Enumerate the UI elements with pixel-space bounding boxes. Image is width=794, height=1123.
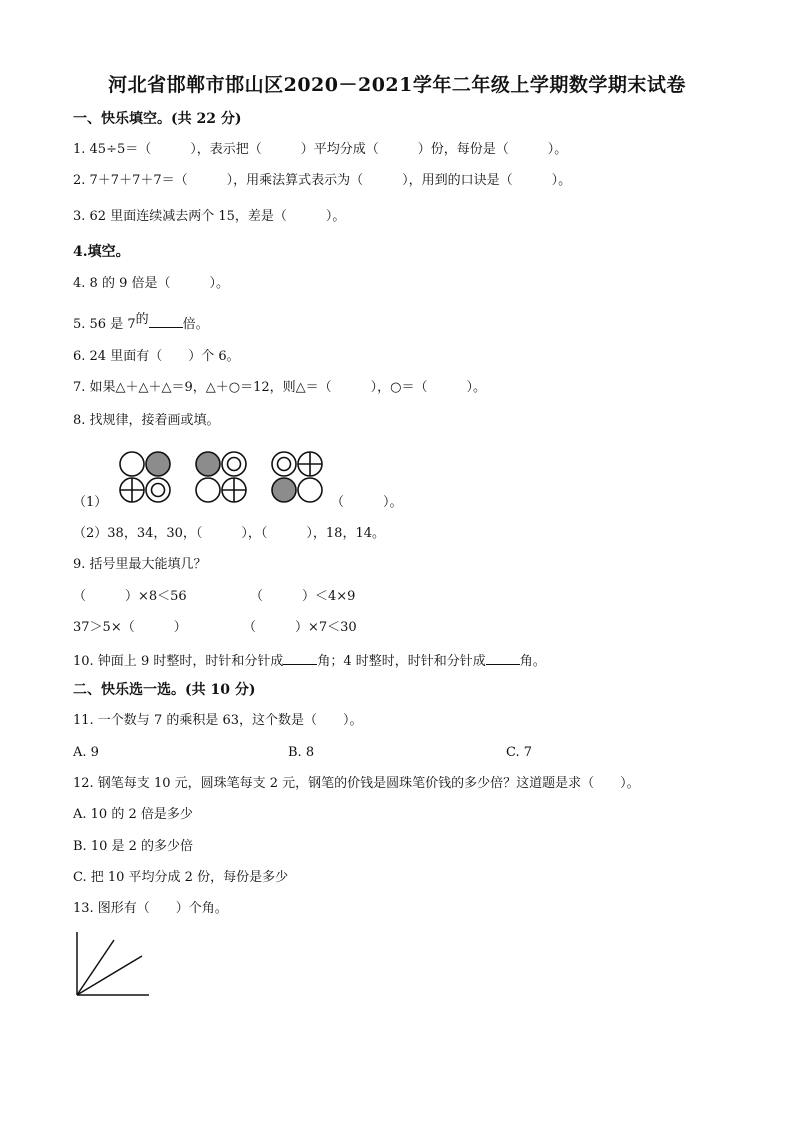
- question-8-2: （2）38，34，30，（ ），（ ），18，14。: [73, 526, 385, 541]
- option-c: C. 把 10 平均分成 2 份，每份是多少: [73, 870, 289, 885]
- question-3: 3. 62 里面连续减去两个 15，差是（ ）。: [73, 209, 346, 224]
- gray-circle-icon: [272, 478, 296, 502]
- option-b: B. 8: [288, 745, 315, 760]
- question-4-heading: 4.填空。: [73, 244, 130, 260]
- section1-heading: 一、快乐填空。(共 22 分): [73, 111, 242, 127]
- double-circle-icon: [222, 452, 246, 476]
- gray-circle-icon: [196, 452, 220, 476]
- question-8-1-answer: （ ）。: [331, 495, 403, 510]
- question-10-b: 角；4 时整时，时针和分针成: [317, 654, 486, 669]
- section2-heading: 二、快乐选一选。(共 10 分): [73, 682, 256, 698]
- question-5-post: 倍。: [182, 317, 209, 332]
- double-circle-icon: [146, 478, 170, 502]
- plain-circle-icon: [298, 478, 322, 502]
- question-7: 7. 如果△＋△＋△＝9，△＋○＝12，则△＝（ ），○＝（ ）。: [73, 380, 487, 395]
- question-13: 13. 图形有（ ）个角。: [73, 901, 228, 916]
- gray-circle-icon: [146, 452, 170, 476]
- question-9-a: （ ）×8＜56: [73, 589, 187, 604]
- question-4: 4. 8 的 9 倍是（ ）。: [73, 276, 229, 291]
- option-a: A. 9: [73, 745, 99, 760]
- answer-blank: [283, 650, 317, 665]
- plain-circle-icon: [196, 478, 220, 502]
- option-a: A. 10 的 2 倍是多少: [73, 807, 193, 822]
- answer-blank: [486, 650, 520, 665]
- page-title: 河北省邯郸市邯山区2020－2021学年二年级上学期数学期末试卷: [108, 74, 686, 96]
- double-circle-icon: [272, 452, 296, 476]
- question-9-b: （ ）＜4×9: [250, 589, 356, 604]
- question-8-1-label: （1）: [73, 495, 108, 510]
- question-2: 2. 7＋7＋7＋7＝（ ），用乘法算式表示为（ ），用到的口诀是（ ）。: [73, 173, 572, 188]
- question-5: [73, 313, 209, 334]
- question-8: 8. 找规律，接着画或填。: [73, 413, 220, 428]
- plain-circle-icon: [120, 452, 144, 476]
- question-9-d: （ ）×7＜30: [243, 620, 357, 635]
- question-9: 9. 括号里最大能填几？: [73, 557, 207, 572]
- option-c: C. 7: [506, 745, 533, 760]
- question-9-c: 37＞5×（ ）: [73, 620, 187, 635]
- question-5-de: 的: [135, 312, 149, 327]
- question-10-c: 角。: [519, 654, 546, 669]
- circle-pattern-figure: [110, 446, 340, 506]
- answer-blank: [149, 313, 183, 328]
- question-12: 12. 钢笔每支 10 元，圆珠笔每支 2 元，钢笔的价钱是圆珠笔价钱的多少倍？这道题是求（ ）。: [73, 776, 640, 791]
- question-10-a: 10. 钟面上 9 时整时，时针和分针成: [73, 654, 284, 669]
- question-10: [73, 650, 546, 671]
- angle-figure: [70, 928, 154, 1000]
- question-11: 11. 一个数与 7 的乘积是 63，这个数是（ ）。: [73, 713, 363, 728]
- question-6: 6. 24 里面有（ ）个 6。: [73, 349, 240, 364]
- question-1: 1. 45÷5＝（ ），表示把（ ）平均分成（ ）份，每份是（ ）。: [73, 142, 568, 157]
- option-b: B. 10 是 2 的多少倍: [73, 839, 194, 854]
- question-5-pre: 5. 56 是 7: [73, 317, 136, 332]
